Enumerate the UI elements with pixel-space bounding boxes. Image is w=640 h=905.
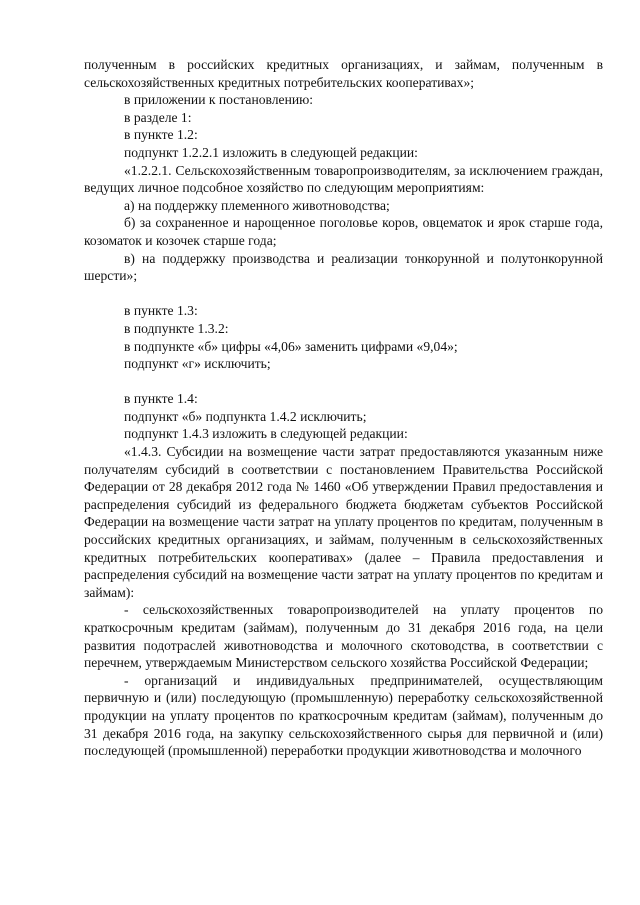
paragraph-bullet-producers: - сельскохозяйственных товаропроизводителей на уплату процентов по краткосрочным кредитам (займам), полученным до 31 декабря 2016 года, на цели развития подотраслей животноводства и молочного скотоводства, в соответствии с перечнем, утверждаемым Министерством сельского хозяйства Российской Федерации;: [84, 602, 603, 671]
paragraph-subpoint-1-3-2: в подпункте 1.3.2:: [124, 320, 229, 336]
paragraph-appendix: в приложении к постановлению:: [124, 92, 314, 108]
paragraph-subpoint-1-4-3: подпункт 1.4.3 изложить в следующей редакции:: [124, 426, 408, 442]
paragraph-quote-1-2-2-1: «1.2.2.1. Сельскохозяйственным товаропроизводителям, за исключением граждан, ведущих личное подсобное хозяйство по следующим мероприятиям:: [84, 162, 603, 196]
paragraph-exclude-b: подпункт «б» подпункта 1.4.2 исключить;: [124, 408, 367, 424]
paragraph-item-a: а) на поддержку племенного животноводства;: [124, 197, 390, 213]
paragraph-quote-1-4-3: «1.4.3. Субсидии на возмещение части затрат предоставляются указанным ниже получателям субсидий в соответствии с постановлением Правительства Российской Федерации от 28 декабря 2012 года № 1460 «Об утверждении Правил предоставления и распределения субсидий из федерального бюджета бюджетам субъектов Российской Федерации на возмещение части затрат на уплату процентов по кредитам, полученным в российских кредитных организациях, и займам, полученным в сельскохозяйственных кредитных потребительских кооперативах» (далее – Правила предоставления и распределения субсидий на возмещение части затрат на уплату процентов по кредитам и займам):: [84, 444, 603, 600]
paragraph-section: в разделе 1:: [124, 109, 192, 125]
paragraph-exclude-g: подпункт «г» исключить;: [124, 356, 271, 372]
spacer: [84, 373, 603, 391]
paragraph-point-1-2: в пункте 1.2:: [124, 127, 198, 143]
paragraph-item-v: в) на поддержку производства и реализации тонкорунной и полутонкорунной шерсти»;: [84, 250, 603, 284]
paragraph-bullet-organizations: - организаций и индивидуальных предпринимателей, осуществляющим первичную и (или) последующую (промышленную) переработку сельскохозяйственной продукции на уплату процентов по краткосрочным кредитам (займам), полученным до 31 декабря 2016 года, на закупку сельскохозяйственного сырья для первичной и (или) последующей (промышленной) переработки продукции животноводства и молочного: [84, 672, 603, 759]
paragraph-continuation: полученным в российских кредитных организациях, и займам, полученным в сельскохозяйственных кредитных потребительских кооперативах»;: [84, 57, 603, 90]
paragraph-item-b: б) за сохраненное и нарощенное поголовье коров, овцематок и ярок старше года, козоматок и козочек старше года;: [84, 215, 603, 248]
paragraph-point-1-3: в пункте 1.3:: [124, 303, 198, 319]
paragraph-replace-digits: в подпункте «б» цифры «4,06» заменить цифрами «9,04»;: [124, 338, 458, 354]
spacer: [84, 285, 603, 303]
document-body: [84, 56, 603, 760]
paragraph-point-1-4: в пункте 1.4:: [124, 391, 198, 407]
paragraph-subpoint-1-2-2-1: подпункт 1.2.2.1 изложить в следующей редакции:: [124, 144, 418, 160]
